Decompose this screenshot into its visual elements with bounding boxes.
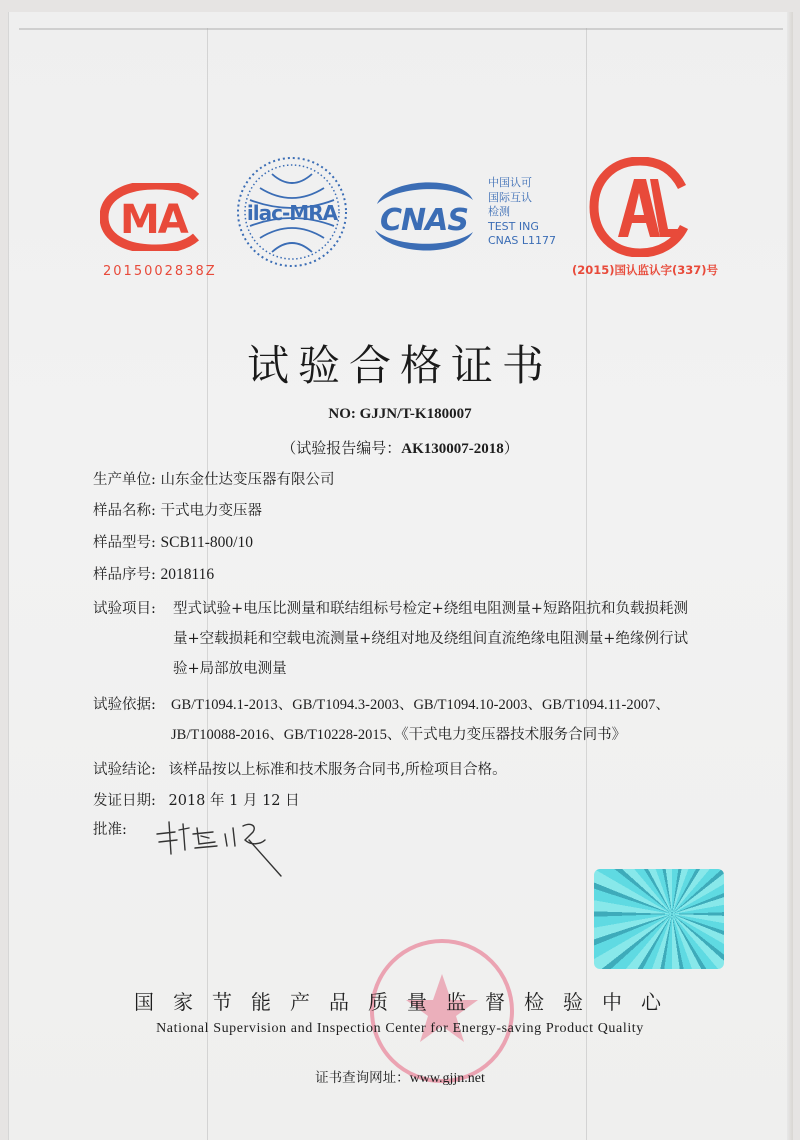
page-edge [19, 28, 783, 30]
cnas-logo-icon [365, 170, 483, 262]
field-conclusion [93, 755, 507, 785]
field-value: 该样品按以上标准和技术服务合同书,所检项目合格。 [168, 762, 507, 778]
cal-logo-icon [588, 157, 692, 257]
test-basis-line: GB/T1094.1-2013、GB/T1094.3-2003、GB/T1094.10-2003、GB/T1094.11-2007、 [171, 697, 670, 713]
report-number [0, 437, 800, 458]
fold-line [586, 28, 587, 1140]
field-label: 批准: [93, 822, 127, 838]
field-value: 干式电力变压器 [160, 503, 262, 519]
field-sample-model [93, 528, 253, 558]
issuing-organization-cn: 国家节能产品质量监督检验中心 [134, 990, 680, 1014]
field-approval [93, 815, 127, 845]
signature-image [155, 820, 285, 882]
svg-text:ilac-MRA: ilac-MRA [246, 201, 338, 225]
hologram-sticker [594, 869, 724, 969]
cnas-caption-line: CNAS L1177 [488, 234, 557, 248]
query-label: 证书查询网址： [315, 1070, 410, 1086]
field-label: 样品序号: [93, 567, 156, 583]
cnas-caption-line: 中国认可 [488, 176, 532, 189]
cnas-caption-line: TEST ING [488, 219, 539, 233]
field-label: 样品型号: [93, 535, 156, 551]
field-label: 试验项目: [93, 601, 156, 617]
report-number-value: AK130007-2018 [401, 441, 504, 457]
cnas-caption-line: 检测 [488, 205, 510, 219]
cnas-caption [488, 176, 556, 249]
test-items-line: 验+局部放电测量 [173, 661, 287, 677]
cma-code: 2015002838Z [103, 264, 217, 279]
field-label: 发证日期: [93, 793, 156, 809]
svg-text:MA: MA [120, 197, 187, 243]
cma-logo-icon [100, 183, 212, 251]
svg-text:CNAS: CNAS [380, 203, 468, 238]
test-items-line: 型式试验+电压比测量和联结组标号检定+绕组电阻测量+短路阻抗和负载损耗测 [173, 601, 688, 617]
cal-caption: (2015)国认监认字(337)号 [572, 263, 719, 277]
page-title: 试验合格证书 [246, 341, 553, 390]
report-number-label: （试验报告编号： [281, 441, 402, 457]
issuing-organization-en: National Supervision and Inspection Center for Energy-saving Product Quality [156, 1021, 644, 1036]
field-label: 生产单位: [93, 472, 156, 488]
ilac-mra-logo-icon [232, 152, 352, 272]
field-value: SCB11-800/10 [160, 534, 253, 551]
page-edge [787, 12, 793, 1140]
field-value: 山东金仕达变压器有限公司 [160, 472, 335, 488]
test-basis-line: JB/T10088-2016、GB/T10228-2015、《干式电力变压器技术服务合同书》 [171, 727, 627, 743]
test-items-line: 量+空载损耗和空载电流测量+绕组对地及绕组间直流绝缘电阻测量+绝缘例行试 [173, 631, 688, 647]
field-value: 2018 年 1 月 12 日 [168, 793, 300, 809]
field-value: 2018116 [160, 566, 215, 583]
certificate-query [0, 1066, 800, 1087]
certificate-number [0, 406, 800, 423]
field-manufacturer [93, 465, 335, 495]
field-sample-serial [93, 560, 214, 590]
query-url-link[interactable]: www.gjjn.net [409, 1071, 485, 1086]
field-label: 样品名称: [93, 503, 156, 519]
field-issue-date [93, 786, 300, 816]
field-label: 试验依据: [93, 697, 156, 713]
field-sample-name [93, 496, 262, 526]
certificate-number-value: GJJN/T-K180007 [359, 406, 472, 422]
report-number-suffix: ） [503, 441, 519, 457]
certificate-number-label: NO: [328, 406, 356, 422]
cnas-caption-line: 国际互认 [488, 190, 532, 204]
field-label: 试验结论: [93, 762, 156, 778]
